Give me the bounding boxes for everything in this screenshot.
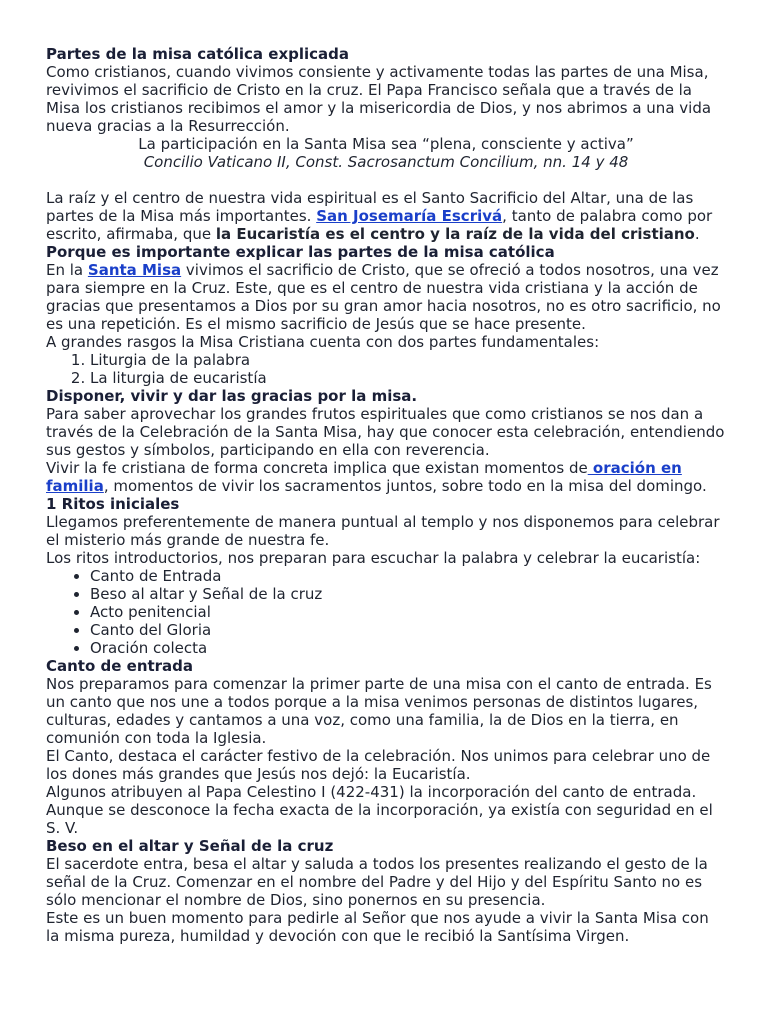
link-santa-misa[interactable]: Santa Misa — [87, 261, 182, 279]
link-san-josemaria[interactable]: San Josemaría Escrivá — [316, 207, 503, 225]
paragraph-beso-1: El sacerdote entra, besa el altar y saluda a todos los presentes realizando el gesto de la señal de la Cruz. Comenzar en el nombre del Padre y del Hijo y del Espíritu Santo no es sólo mencionar el nombre de Dios, sino ponernos en su presencia. — [46, 855, 708, 909]
paragraph-raiz — [46, 189, 726, 243]
heading-porque: Porque es importante explicar las partes de la misa católica — [46, 243, 555, 261]
text-span: vivimos el sacrificio de Cristo, que se ofreció a todos nosotros, una vez para siempre en la Cruz. Este, que es el centro de nuestra vida cristiana y la acción de gracias que presentamos a Dios por su gran amor hacia nosotros, no es otro sacrificio, no es una repetición. Es el mismo sacrificio de Jesús que se hace presente. — [46, 261, 721, 333]
list-item: • Beso al altar y Señal de la cruz — [90, 585, 726, 603]
paragraph-beso-2: Este es un buen momento para pedirle al Señor que nos ayude a vivir la Santa Misa con la misma pureza, humildad y devoción con que le recibió la Santísima Virgen. — [46, 909, 709, 945]
document-body — [46, 45, 726, 945]
quote-source: Concilio Vaticano II, Const. Sacrosanctum Concilium, nn. 14 y 48 — [143, 153, 629, 171]
heading-ritos: 1 Ritos iniciales — [46, 495, 180, 513]
text-span: La raíz y el centro de nuestra vida espiritual es el Santo Sacrificio del Altar, una de las partes de la Misa más importantes. — [46, 189, 694, 225]
paragraph-canto-3: Algunos atribuyen al Papa Celestino I (422-431) la incorporación del canto de entrada. Aunque se desconoce la fecha exacta de la incorporación, ya existía con seguridad en el S. V. — [46, 783, 713, 837]
list-item: 1. Liturgia de la palabra — [90, 351, 726, 369]
list-item: • Canto de Entrada — [90, 567, 726, 585]
text-span: En la — [46, 261, 88, 279]
paragraph-canto-2: El Canto, destaca el carácter festivo de la celebración. Nos unimos para celebrar uno de los dones más grandes que Jesús nos dejó: la Eucaristía. — [46, 747, 711, 783]
paragraph-santa-misa — [46, 261, 726, 333]
page-title: Partes de la misa católica explicada — [46, 45, 350, 63]
text-span: , momentos de vivir los sacramentos juntos, sobre todo en la misa del domingo. — [103, 477, 707, 495]
quote-block — [46, 135, 726, 171]
paragraph-introductorios: Los ritos introductorios, nos preparan para escuchar la palabra y celebrar la eucaristía: — [46, 549, 701, 567]
paragraph-llegamos: Llegamos preferentemente de manera puntual al templo y nos disponemos para celebrar el misterio más grande de nuestra fe. — [46, 513, 720, 549]
link-oracion-en-familia[interactable]: oración en familia — [46, 459, 682, 495]
heading-disponer: Disponer, vivir y dar las gracias por la misa. — [46, 387, 418, 405]
heading-beso: Beso en el altar y Señal de la cruz — [46, 837, 334, 855]
paragraph-rasgos: A grandes rasgos la Misa Cristiana cuenta con dos partes fundamentales: — [46, 333, 600, 351]
paragraph-saber: Para saber aprovechar los grandes frutos espirituales que como cristianos se nos dan a través de la Celebración de la Santa Misa, hay que conocer esta celebración, entendiendo sus gestos y símbolos, participando en ella con reverencia. — [46, 405, 725, 459]
list-item: 2. La liturgia de eucaristía — [90, 369, 726, 387]
spacer — [46, 171, 726, 189]
partes-list — [46, 351, 726, 387]
text-span: Vivir la fe cristiana de forma concreta implica que existan momentos de — [46, 459, 588, 477]
heading-canto: Canto de entrada — [46, 657, 194, 675]
text-span: . — [694, 225, 700, 243]
list-item: • Acto penitencial — [90, 603, 726, 621]
intro-paragraph: Como cristianos, cuando vivimos consiente y activamente todas las partes de una Misa, revivimos el sacrificio de Cristo en la cruz. El Papa Francisco señala que a través de la Misa los cristianos recibimos el amor y la misericordia de Dios, y nos abrimos a una vida nueva gracias a la Resurrección. — [46, 63, 712, 135]
list-item: • Oración colecta — [90, 639, 726, 657]
ritos-list — [46, 567, 726, 657]
list-item: • Canto del Gloria — [90, 621, 726, 639]
bold-text: la Eucaristía es el centro y la raíz de la vida del cristiano — [215, 225, 695, 243]
text-span: , tanto de palabra como por escrito, afirmaba, que — [46, 207, 713, 243]
paragraph-vivir — [46, 459, 726, 495]
paragraph-canto-1: Nos preparamos para comenzar la primer parte de una misa con el canto de entrada. Es un canto que nos une a todos porque a la misa venimos personas de distintos lugares, culturas, edades y cantamos a una voz, como una familia, la de Dios en la tierra, en comunión con toda la Iglesia. — [46, 675, 712, 747]
quote-text: La participación en la Santa Misa sea “plena, consciente y activa” — [138, 135, 634, 153]
